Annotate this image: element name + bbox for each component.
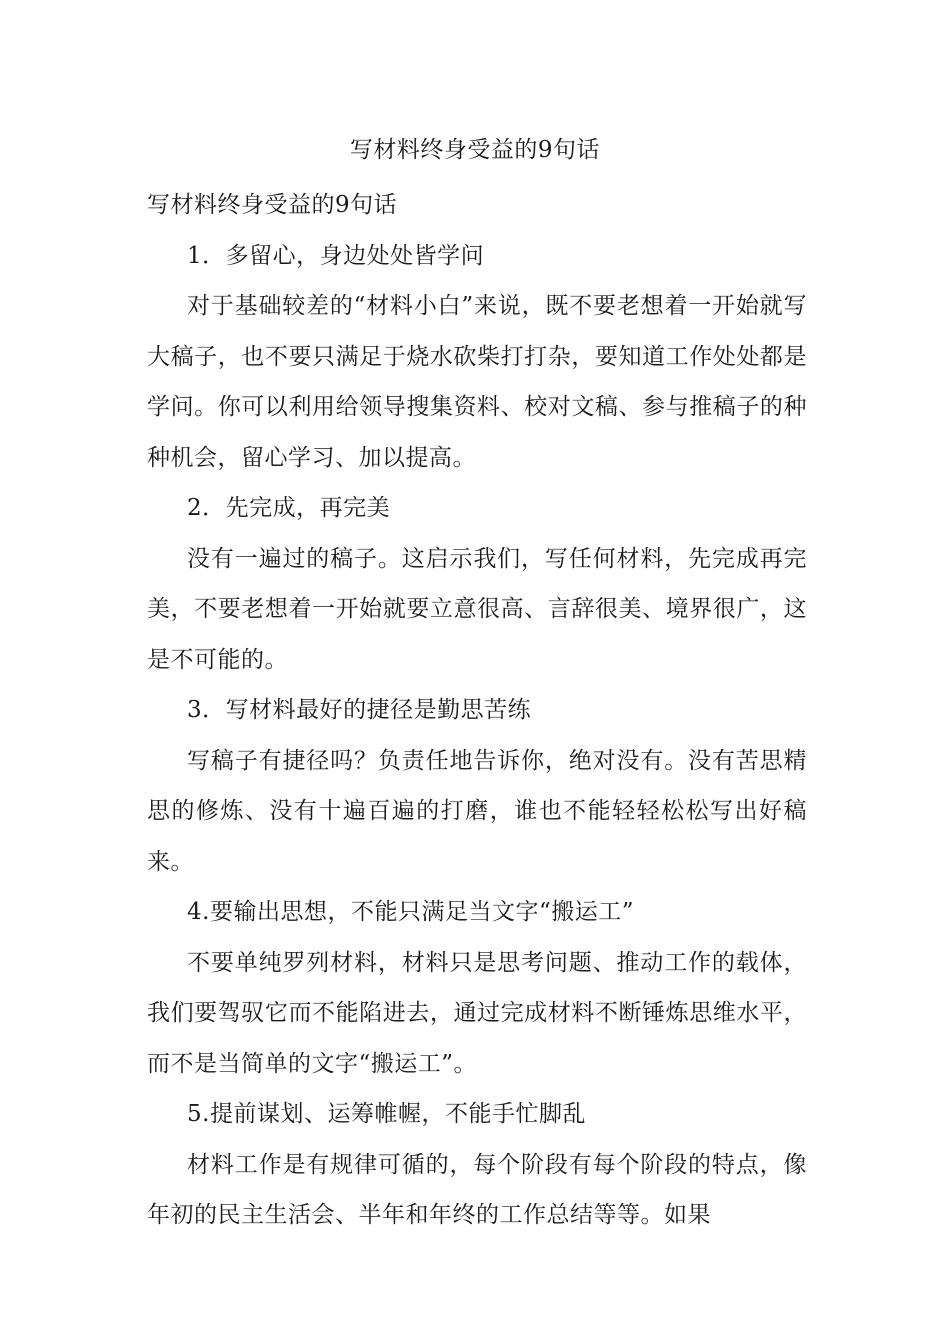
document-subtitle: 写材料终身受益的9句话 xyxy=(147,192,398,218)
document-title: 写材料终身受益的9句话 xyxy=(349,137,601,163)
section-heading-3: 3．写材料最好的捷径是勤思苦练 xyxy=(187,697,532,723)
section-body-4: 不要单纯罗列材料，材料只是思考问题、推动工作的载体，我们要驾驭它而不能陷进去，通过完成材料不断锤炼思维水平，而不是当简单的文字“搬运工”。 xyxy=(147,949,807,1077)
section-heading-2: 2．先完成，再完美 xyxy=(187,495,391,521)
section-heading-1: 1．多留心，身边处处皆学问 xyxy=(187,242,485,269)
document-body xyxy=(147,180,807,1241)
section-body-3: 写稿子有捷径吗？负责任地告诉你，绝对没有。没有苦思精思的修炼、没有十遍百遍的打磨，谁也不能轻轻松松写出好稿来。 xyxy=(147,747,807,875)
section-body-2: 没有一遍过的稿子。这启示我们，写任何材料，先完成再完美，不要老想着一开始就要立意很高、言辞很美、境界很广，这是不可能的。 xyxy=(147,545,807,673)
section-body-5: 材料工作是有规律可循的，每个阶段有每个阶段的特点，像年初的民主生活会、半年和年终的工作总结等等。如果 xyxy=(147,1151,807,1228)
section-body-1: 对于基础较差的“材料小白”来说，既不要老想着一开始就写大稿子，也不要只满足于烧水砍柴打打杂，要知道工作处处都是学问。你可以利用给领导搜集资料、校对文稿、参与推稿子的种种机会，留心学习、加以提高。 xyxy=(147,293,807,471)
section-heading-4: 4.要输出思想，不能只满足当文字“搬运工” xyxy=(187,899,634,925)
section-heading-5: 5.提前谋划、运筹帷幄，不能手忙脚乱 xyxy=(187,1101,586,1127)
